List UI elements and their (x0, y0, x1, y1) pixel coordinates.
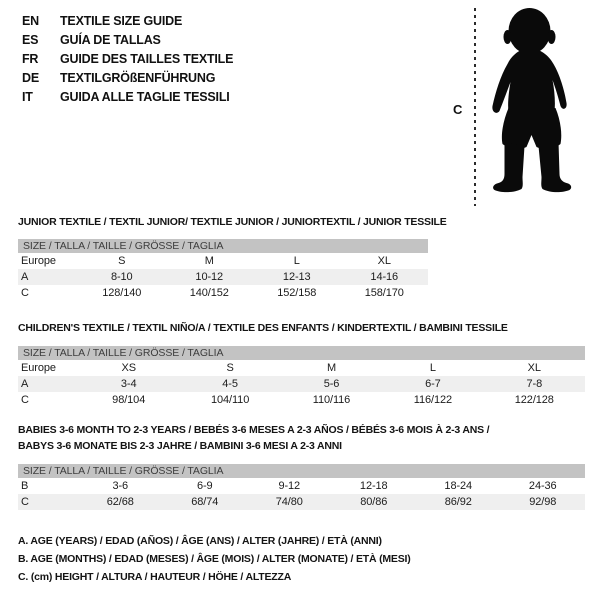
cell: 18-24 (444, 480, 473, 492)
row-label: Europe (21, 255, 56, 267)
cell: 152/158 (277, 287, 317, 299)
table-row (18, 360, 585, 376)
lang-code: ES (22, 33, 39, 47)
cell: 24-36 (528, 480, 557, 492)
cell: M (204, 255, 214, 267)
lang-row-it (22, 88, 233, 107)
cell: 9-12 (278, 480, 301, 492)
legend-line-a: A. AGE (YEARS) / EDAD (AÑOS) / ÂGE (ANS) / ALTER (JAHRE) / ETÀ (ANNI) (18, 535, 382, 547)
lang-label: TEXTILE SIZE GUIDE (60, 14, 183, 28)
table-row (18, 269, 428, 285)
legend-line-c: C. (cm) HEIGHT / ALTURA / HAUTEUR / HÖHE / ALTEZZA (18, 571, 292, 583)
cell: L (293, 255, 300, 267)
cell: 110/116 (312, 394, 351, 406)
junior-table-title: JUNIOR TEXTILE / TEXTIL JUNIOR/ TEXTILE JUNIOR / JUNIORTEXTIL / JUNIOR TESSILE (18, 216, 447, 228)
table-row (18, 392, 585, 408)
height-figure (440, 0, 600, 212)
lang-label: TEXTILGRÖßENFÜHRUNG (60, 71, 216, 85)
cell: 68/74 (191, 496, 219, 508)
lang-row-es (22, 31, 233, 50)
babies-table-title (18, 422, 489, 454)
cell: 104/110 (210, 394, 250, 406)
babies-title-line2: BABYS 3-6 MONATE BIS 2-3 JAHRE / BAMBINI 3-6 MESI A 2-3 ANNI (18, 440, 342, 452)
table-row (18, 376, 585, 392)
cell: 62/68 (106, 496, 134, 508)
cell: 86/92 (444, 496, 472, 508)
lang-code: DE (22, 71, 39, 85)
row-label: B (21, 480, 29, 492)
height-label: C (453, 102, 463, 117)
cell: 158/170 (364, 287, 404, 299)
cell: 3-6 (112, 480, 129, 492)
lang-label: GUIDA ALLE TAGLIE TESSILI (60, 90, 230, 104)
cell: 98/104 (112, 394, 146, 406)
legend-line-b: B. AGE (MONTHS) / EDAD (MESES) / ÂGE (MOIS) / ALTER (MONATE) / ETÀ (MESI) (18, 553, 411, 565)
cell: 80/86 (360, 496, 388, 508)
toddler-silhouette-icon (482, 6, 582, 206)
row-label: C (21, 394, 29, 406)
cell: 8-10 (110, 271, 133, 283)
babies-title-line1: BABIES 3-6 MONTH TO 2-3 YEARS / BEBÉS 3-6 MESES A 2-3 AÑOS / BÉBÉS 3-6 MOIS À 2-3 ANS / (18, 424, 490, 436)
cell: S (226, 362, 234, 374)
table-row (18, 478, 585, 494)
row-label: A (21, 271, 29, 283)
cell: 140/152 (189, 287, 229, 299)
cell: 92/98 (529, 496, 557, 508)
lang-row-en (22, 12, 233, 31)
height-dotted-line (474, 8, 476, 206)
childrens-table (18, 346, 585, 408)
babies-table (18, 464, 585, 510)
language-list (22, 12, 233, 107)
cell: XL (377, 255, 391, 267)
lang-code: EN (22, 14, 39, 28)
cell: L (429, 362, 436, 374)
childrens-table-title: CHILDREN'S TEXTILE / TEXTIL NIÑO/A / TEXTILE DES ENFANTS / KINDERTEXTIL / BAMBINI TESSILE (18, 322, 508, 334)
cell: XS (121, 362, 136, 374)
cell: 12-13 (282, 271, 311, 283)
cell: M (326, 362, 337, 374)
table-row (18, 494, 585, 510)
cell: 128/140 (102, 287, 142, 299)
row-label: C (21, 287, 29, 299)
size-header-band: SIZE / TALLA / TAILLE / GRÖSSE / TAGLIA (18, 239, 428, 253)
cell: 122/128 (514, 394, 554, 406)
cell: 74/80 (275, 496, 303, 508)
cell: 116/122 (413, 394, 453, 406)
cell: 6-9 (196, 480, 213, 492)
cell: 7-8 (526, 378, 543, 390)
table-row (18, 253, 428, 269)
cell: S (118, 255, 126, 267)
legend (18, 532, 411, 586)
cell: 4-5 (222, 378, 238, 390)
cell: 10-12 (195, 271, 224, 283)
lang-label: GUÍA DE TALLAS (60, 33, 161, 47)
cell: 5-6 (323, 378, 340, 390)
size-header-band: SIZE / TALLA / TAILLE / GRÖSSE / TAGLIA (18, 464, 585, 478)
lang-label: GUIDE DES TAILLES TEXTILE (60, 52, 234, 66)
size-header-band: SIZE / TALLA / TAILLE / GRÖSSE / TAGLIA (18, 346, 585, 360)
row-label: A (21, 378, 29, 390)
cell: 14-16 (370, 271, 399, 283)
cell: 12-18 (359, 480, 388, 492)
row-label: C (21, 496, 29, 508)
table-row (18, 285, 428, 301)
lang-row-fr (22, 50, 233, 69)
junior-table (18, 239, 428, 301)
lang-code: IT (22, 90, 33, 104)
lang-code: FR (22, 52, 39, 66)
lang-row-de (22, 69, 233, 88)
cell: XL (527, 362, 541, 374)
row-label: Europe (21, 362, 56, 374)
cell: 6-7 (425, 378, 441, 390)
cell: 3-4 (120, 378, 137, 390)
